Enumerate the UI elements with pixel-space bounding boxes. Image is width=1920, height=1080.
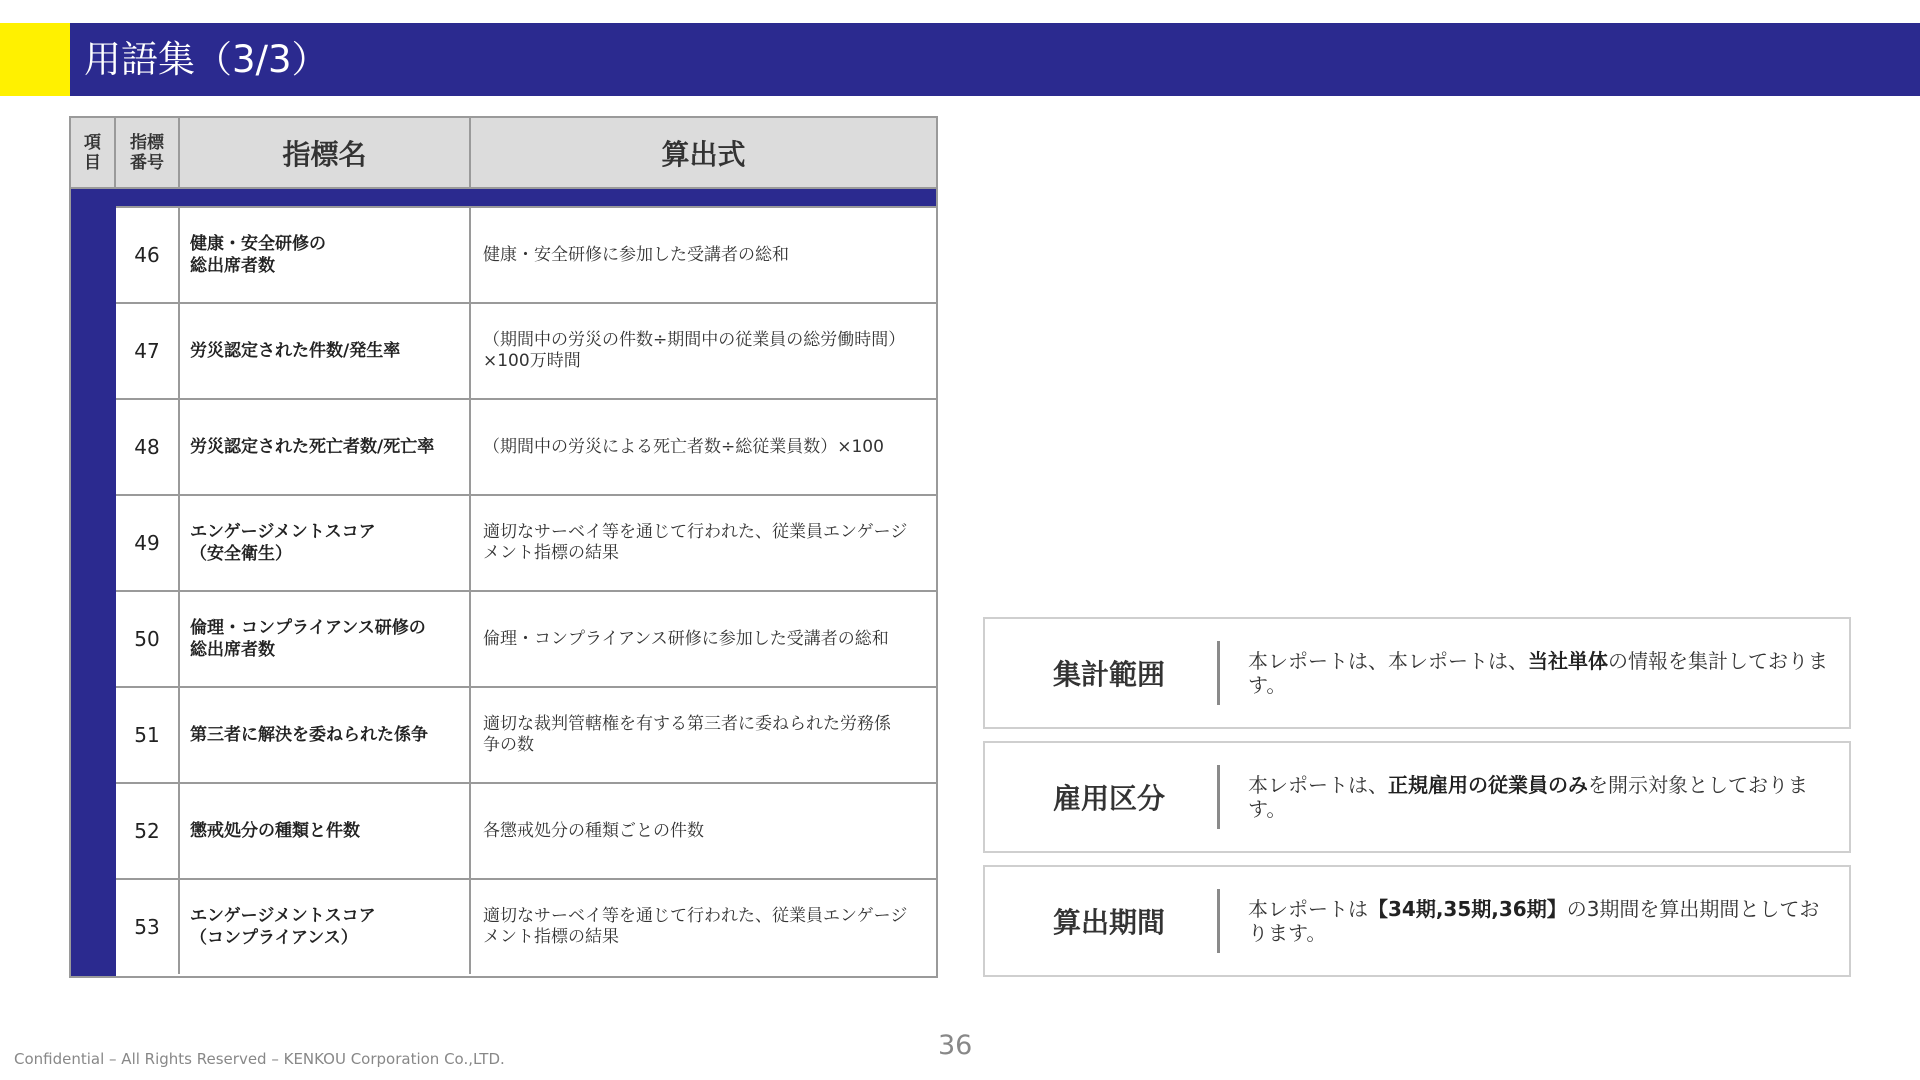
info-box-scope [983, 617, 1851, 729]
scope-text-bold: 当社単体 [1528, 649, 1608, 673]
header-item: 項 目 [71, 118, 116, 187]
scope-text [1248, 619, 1828, 727]
row-name: 倫理・コンプライアンス研修の 総出席者数 [180, 592, 471, 686]
vertical-divider [1217, 765, 1220, 829]
vertical-divider [1217, 889, 1220, 953]
period-text-after: の3期間を算出期間としております。 [1248, 897, 1820, 945]
table-row [116, 686, 936, 782]
item-sidebar [71, 189, 116, 976]
row-formula: 倫理・コンプライアンス研修に参加した受講者の総和 [483, 628, 889, 649]
page-number: 36 [938, 1030, 973, 1061]
period-text-before: 本レポートは [1248, 897, 1368, 921]
row-name: 第三者に解決を委ねられた係争 [180, 688, 471, 782]
row-name: エンゲージメントスコア （コンプライアンス） [180, 880, 471, 974]
employment-text-bold: 正規雇用の従業員のみ [1388, 773, 1588, 797]
row-name: 健康・安全研修の 総出席者数 [180, 208, 471, 302]
header-formula: 算出式 [471, 118, 936, 187]
row-number: 52 [116, 784, 180, 878]
glossary-table [69, 116, 938, 978]
info-box-period [983, 865, 1851, 977]
employment-text-after: を開示対象としております。 [1248, 773, 1808, 821]
row-formula: 適切なサーベイ等を通じて行われた、従業員エンゲージ メント指標の結果 [483, 522, 908, 563]
table-row [116, 302, 936, 398]
title-accent-bar [0, 23, 70, 96]
row-number: 47 [116, 304, 180, 398]
title-bar [70, 23, 1920, 96]
row-formula: （期間中の労災による死亡者数÷総従業員数）×100 [483, 436, 884, 457]
row-number: 49 [116, 496, 180, 590]
scope-text-after: の情報を集計しております。 [1248, 649, 1828, 697]
scope-label: 集計範囲 [1052, 658, 1165, 691]
info-box-employment [983, 741, 1851, 853]
row-number: 51 [116, 688, 180, 782]
row-name: 労災認定された件数/発生率 [180, 304, 471, 398]
row-formula: 健康・安全研修に参加した受講者の総和 [483, 244, 789, 265]
page-title: 用語集（3/3） [84, 38, 329, 81]
row-name: エンゲージメントスコア （安全衛生） [180, 496, 471, 590]
row-formula: 各懲戒処分の種類ごとの件数 [483, 820, 704, 841]
row-formula: （期間中の労災の件数÷期間中の従業員の総労働時間） ×100万時間 [483, 330, 906, 371]
period-text-bold: 【34期,35期,36期】 [1368, 897, 1567, 921]
row-formula: 適切なサーベイ等を通じて行われた、従業員エンゲージ メント指標の結果 [483, 906, 908, 947]
table-row [116, 782, 936, 878]
row-number: 48 [116, 400, 180, 494]
footer-copyright: Confidential – All Rights Reserved – KENKOU Corporation Co.,LTD. [14, 1050, 505, 1068]
period-label: 算出期間 [1052, 906, 1165, 939]
employment-text-before: 本レポートは、 [1248, 773, 1388, 797]
header-name: 指標名 [180, 118, 471, 187]
employment-label: 雇用区分 [1052, 782, 1165, 815]
table-row [116, 878, 936, 974]
row-number: 50 [116, 592, 180, 686]
row-number: 46 [116, 208, 180, 302]
row-formula: 適切な裁判管轄権を有する第三者に委ねられた労務係 争の数 [483, 714, 891, 755]
table-row [116, 494, 936, 590]
table-row [116, 590, 936, 686]
row-number: 53 [116, 880, 180, 974]
row-name: 懲戒処分の種類と件数 [180, 784, 471, 878]
row-name: 労災認定された死亡者数/死亡率 [180, 400, 471, 494]
scope-text-before: 本レポートは、本レポートは、 [1248, 649, 1528, 673]
table-row [116, 206, 936, 302]
employment-text [1248, 743, 1828, 851]
header-index-no: 指標 番号 [116, 118, 180, 187]
period-text [1248, 867, 1828, 975]
table-row [116, 398, 936, 494]
vertical-divider [1217, 641, 1220, 705]
section-strip [116, 189, 936, 206]
